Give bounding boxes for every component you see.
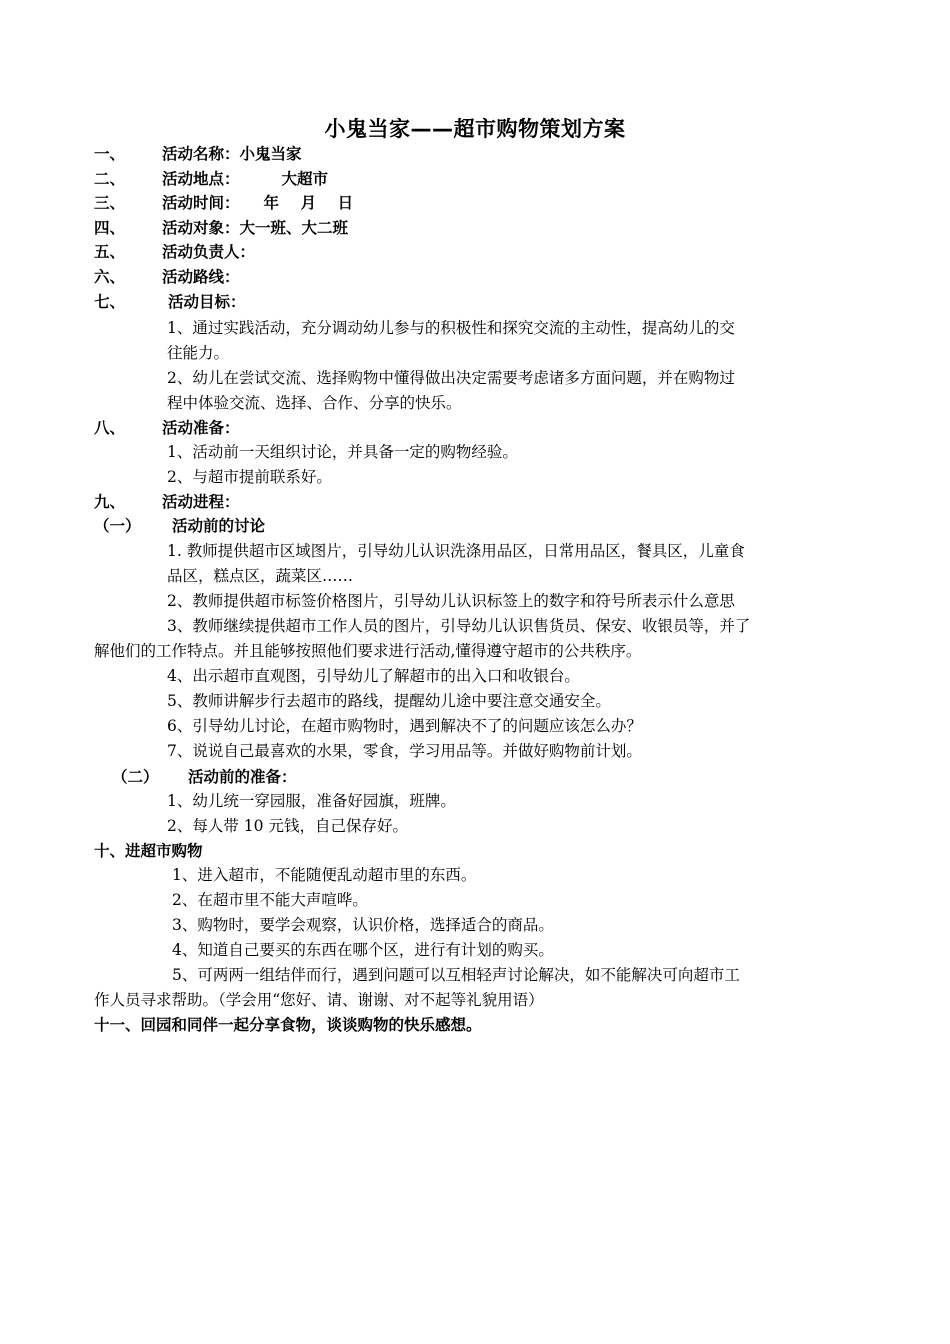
section-value: 年 月 日 [263,194,354,212]
discussion-line: 品区，糕点区，蔬菜区…… [167,567,354,585]
discussion-line: 6、引导幼儿讨论，在超市购物时，遇到解决不了的问题应该怎么办？ [167,717,642,735]
prep-line: 1、活动前一天组织讨论，并具备一定的购物经验。 [167,443,518,461]
document-title: 小鬼当家——超市购物策划方案 [324,117,626,141]
goal-line: 往能力。 [167,344,230,362]
discussion-line: 3、教师继续提供超市工作人员的图片，引导幼儿认识售货员、保安、收银员等，并了 [167,617,751,635]
subsection-1 [94,514,265,538]
shopping-line: 5、可两两一组结伴而行，遇到问题可以互相轻声讨论解决，如不能解决可向超市工 [172,966,740,984]
section-6 [94,265,240,289]
section-7 [94,290,246,314]
discussion-line: 1. 教师提供超市区域图片，引导幼儿认识洗涤用品区，日常用品区，餐具区，儿童食 [167,542,745,560]
preparation-line: 2、每人带 10 元钱，自己保存好。 [167,817,408,835]
section-value: 大超市 [281,170,329,188]
section-10: 十、进超市购物 [94,842,203,860]
goal-line: 1、通过实践活动，充分调动幼儿参与的积极性和探究交流的主动性，提高幼儿的交 [167,319,735,337]
preparation-line: 1、幼儿统一穿园服，准备好园旗，班牌。 [167,792,456,810]
shopping-line: 作人员寻求帮助。（学会用“您好、请、谢谢、对不起等礼貌用语） [94,991,544,1009]
section-label: 活动对象：大一班、大二班 [162,219,349,237]
subsection-number: （二） [112,768,159,786]
section-label: 活动目标： [168,293,246,311]
subsection-label: 活动前的讨论 [172,517,266,535]
section-label: 活动负责人： [162,243,256,261]
section-number: 九、 [94,493,126,511]
section-3 [94,191,353,215]
discussion-line: 4、出示超市直观图，引导幼儿了解超市的出入口和收银台。 [167,667,580,685]
section-number: 四、 [94,219,126,237]
section-4 [94,216,348,240]
section-number: 三、 [94,194,126,212]
section-8 [94,416,240,440]
shopping-line: 2、在超市里不能大声喧哗。 [172,891,368,909]
section-11: 十一、回园和同伴一起分享食物，谈谈购物的快乐感想。 [94,1016,482,1034]
shopping-line: 3、购物时，要学会观察，认识价格，选择适合的商品。 [172,916,554,934]
subsection-2 [112,765,297,789]
section-label: 活动地点： [162,170,240,188]
subsection-number: （一） [94,517,141,535]
discussion-line: 2、教师提供超市标签价格图片，引导幼儿认识标签上的数字和符号所表示什么意思 [167,592,735,610]
section-number: 六、 [94,268,126,286]
section-9 [94,490,240,514]
section-number: 七、 [94,293,126,311]
discussion-line: 7、说说自己最喜欢的水果，零食，学习用品等。并做好购物前计划。 [167,742,642,760]
section-label: 活动准备： [162,419,240,437]
section-label: 活动进程： [162,493,240,511]
section-number: 二、 [94,170,126,188]
section-number: 八、 [94,419,126,437]
section-label: 活动名称：小鬼当家 [162,145,302,163]
goal-line: 2、幼儿在尝试交流、选择购物中懂得做出决定需要考虑诸多方面问题，并在购物过 [167,369,735,387]
section-label: 活动时间： [162,194,240,212]
discussion-line: 解他们的工作特点。并且能够按照他们要求进行活动,懂得遵守超市的公共秩序。 [94,642,642,660]
goal-line: 程中体验交流、选择、合作、分享的快乐。 [167,394,462,412]
subsection-label: 活动前的准备： [188,768,297,786]
prep-line: 2、与超市提前联系好。 [167,468,332,486]
shopping-line: 1、进入超市，不能随便乱动超市里的东西。 [172,866,477,884]
shopping-line: 4、知道自己要买的东西在哪个区，进行有计划的购买。 [172,941,554,959]
section-number: 一、 [94,145,126,163]
section-number: 五、 [94,243,126,261]
section-5 [94,240,255,264]
section-1 [94,142,302,166]
section-2 [94,167,328,191]
section-label: 活动路线： [162,268,240,286]
discussion-line: 5、教师讲解步行去超市的路线，提醒幼儿途中要注意交通安全。 [167,692,611,710]
